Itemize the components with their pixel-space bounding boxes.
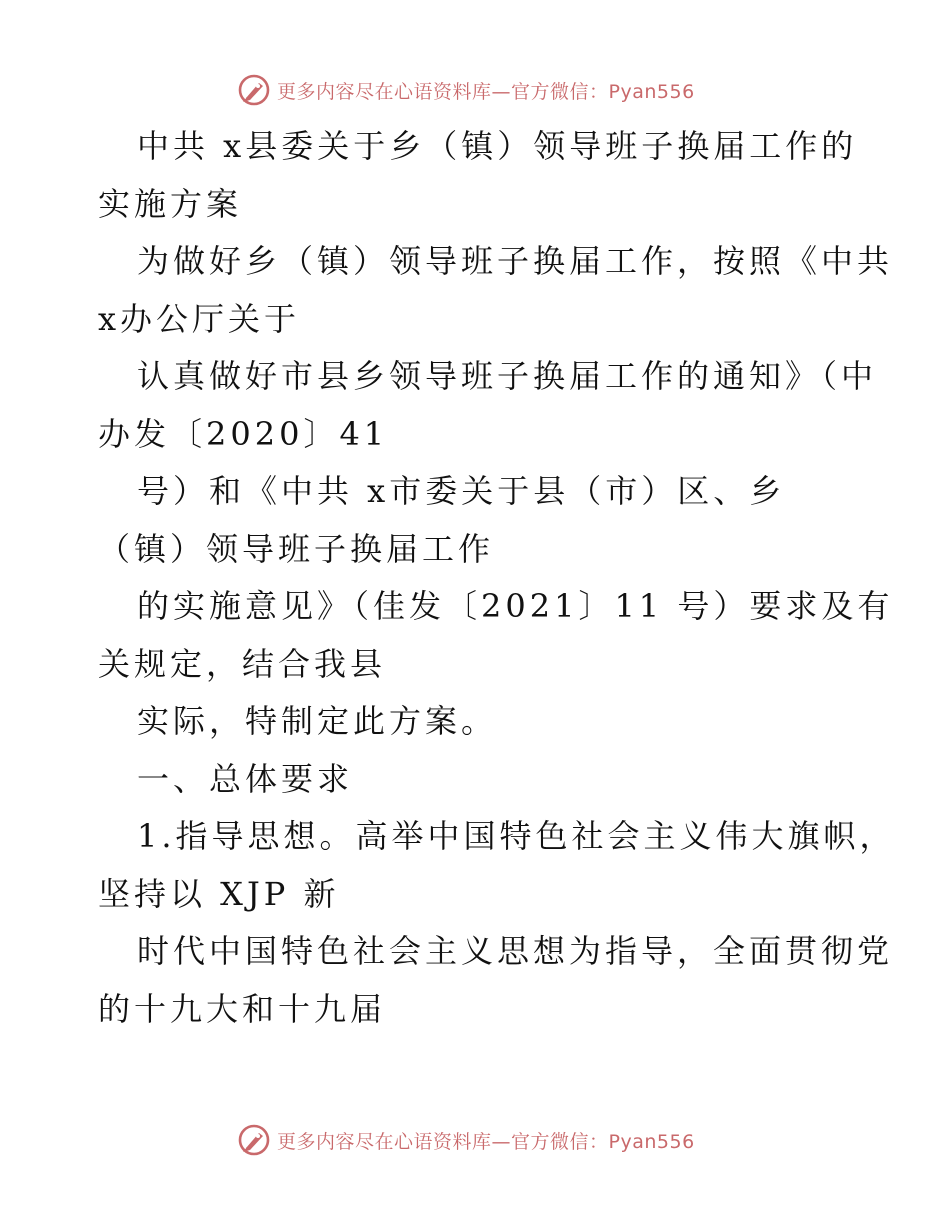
- text-line: 实际，特制定此方案。: [137, 702, 498, 740]
- text-line: 号）和《中共 x市委关于县（市）区、乡: [137, 472, 786, 510]
- text-line: 中共 x县委关于乡（镇）领导班子换届工作的: [137, 127, 858, 165]
- watermark-text: 更多内容尽在心语资料库—官方微信：Pyan556: [277, 1130, 695, 1153]
- pen-logo-icon: [237, 73, 271, 107]
- text-line: 时代中国特色社会主义思想为指导，全面贯彻党: [137, 932, 894, 970]
- text-line: x办公厅关于: [98, 299, 301, 338]
- text-line: 关规定，结合我县: [98, 644, 387, 683]
- footer-watermark: [237, 1122, 695, 1158]
- text-line: 为做好乡（镇）领导班子换届工作，按照《中共: [137, 242, 894, 280]
- text-line: 1.指导思想。高举中国特色社会主义伟大旗帜，: [137, 817, 896, 855]
- header-watermark: [237, 72, 695, 108]
- text-line: 认真做好市县乡领导班子换届工作的通知》（中: [137, 357, 878, 395]
- text-line: 一、总体要求: [137, 759, 354, 798]
- document-body: [98, 118, 896, 1038]
- watermark-text: 更多内容尽在心语资料库—官方微信：Pyan556: [277, 80, 695, 103]
- text-line: 办发〔2020〕41: [98, 414, 389, 453]
- text-line: 实施方案: [98, 184, 243, 223]
- pen-logo-icon: [237, 1123, 271, 1157]
- text-line: 的十九大和十九届: [98, 989, 387, 1028]
- text-line: （镇）领导班子换届工作: [98, 529, 495, 568]
- text-line: 坚持以 XJP 新: [98, 874, 340, 913]
- text-line: 的实施意见》（佳发〔2021〕11 号）要求及有: [137, 587, 894, 625]
